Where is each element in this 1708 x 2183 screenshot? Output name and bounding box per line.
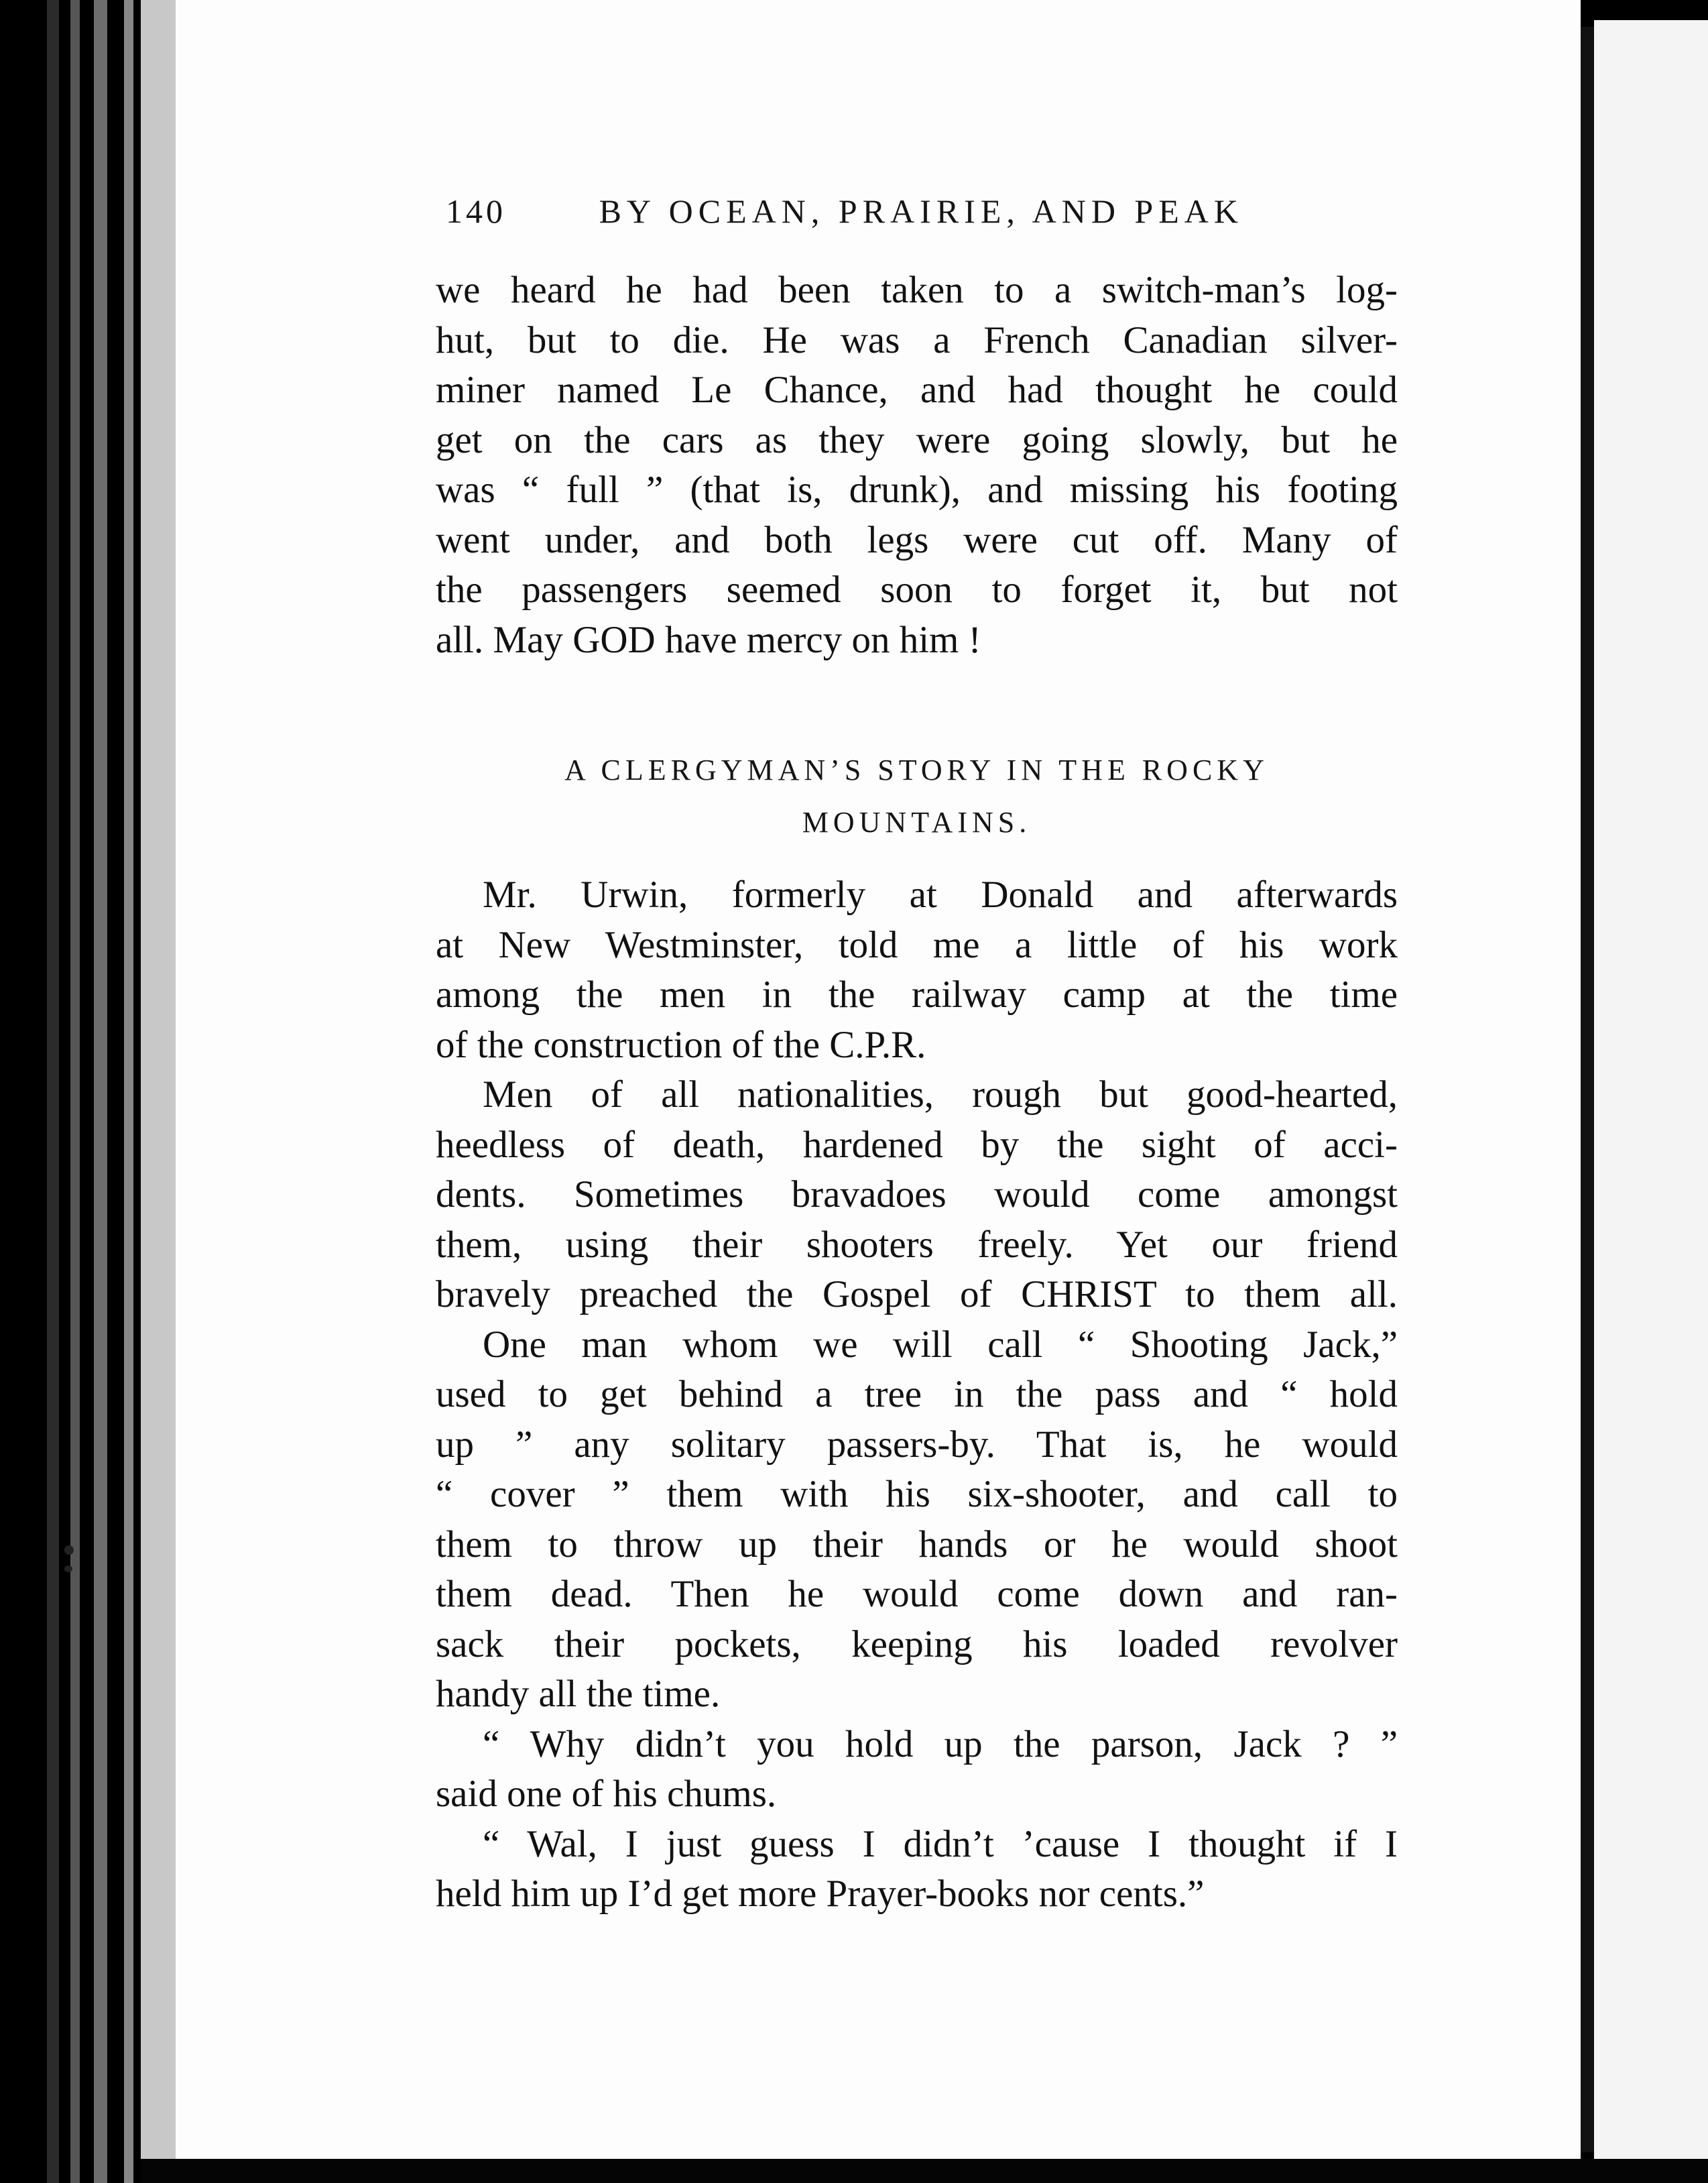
text-line: among the men in the railway camp at the time [436, 973, 1398, 1016]
text-line: went under, and both legs were cut off. Many of [436, 518, 1398, 561]
text-line: used to get behind a tree in the pass and “ hold [436, 1373, 1398, 1415]
text-line: sack their pockets, keeping his loaded revolver [436, 1622, 1398, 1665]
book-edge-strip [94, 0, 107, 2183]
scan-speck [64, 1566, 72, 1572]
text-line: heedless of death, hardened by the sight of acci- [436, 1123, 1398, 1166]
text-line: was “ full ” (that is, drunk), and missing his footing [436, 469, 1398, 511]
text-line: Mr. Urwin, formerly at Donald and afterwards [483, 874, 1398, 916]
text-line: held him up I’d get more Prayer-books nor cents.” [436, 1873, 1205, 1915]
text-line: “ Wal, I just guess I didn’t ’cause I thought if I [483, 1822, 1398, 1865]
story-body [436, 870, 1398, 1920]
text-line: get on the cars as they were going slowly, but he [436, 418, 1398, 461]
text-line: handy all the time. [436, 1673, 721, 1715]
text-line: up ” any solitary passers-by. That is, he would [436, 1423, 1398, 1466]
section-heading-line: MOUNTAINS. [802, 806, 1032, 839]
section-heading [436, 744, 1398, 849]
page-stack-edge [141, 0, 180, 2183]
text-line: One man whom we will call “ Shooting Jack,” [483, 1323, 1398, 1366]
running-title: BY OCEAN, PRAIRIE, AND PEAK [599, 192, 1243, 230]
top-paragraph [436, 266, 1398, 665]
running-head [446, 188, 1243, 235]
text-line: dents. Sometimes bravadoes would come amongst [436, 1173, 1398, 1216]
text-line: bravely preached the Gospel of CHRIST to them all. [436, 1273, 1398, 1315]
section-heading-line: A CLERGYMAN’S STORY IN THE ROCKY [564, 754, 1269, 786]
book-edge-strip [124, 0, 133, 2183]
book-gutter [1581, 27, 1594, 2152]
text-line: we heard he had been taken to a switch-man’s log- [436, 269, 1398, 311]
facing-page-edge [1594, 20, 1708, 2159]
page-number: 140 [446, 192, 506, 230]
text-line: the passengers seemed soon to forget it, but not [436, 569, 1398, 611]
book-edge-strip [47, 0, 59, 2183]
book-edge-strip [70, 0, 80, 2183]
text-line: miner named Le Chance, and had thought he could [436, 369, 1398, 411]
text-line: at New Westminster, told me a little of his work [436, 923, 1398, 966]
text-line: hut, but to die. He was a French Canadian silver- [436, 318, 1398, 361]
text-line: Men of all nationalities, rough but good-hearted, [483, 1073, 1398, 1116]
text-line: them, using their shooters freely. Yet our friend [436, 1223, 1398, 1266]
text-line: said one of his chums. [436, 1773, 777, 1815]
text-line: them dead. Then he would come down and ran- [436, 1573, 1398, 1615]
text-line: all. May GOD have mercy on him ! [436, 618, 981, 661]
text-line: “ cover ” them with his six-shooter, and call to [436, 1473, 1398, 1515]
scan-bottom-border [141, 2159, 1708, 2183]
text-line: them to throw up their hands or he would shoot [436, 1523, 1398, 1566]
text-line: “ Why didn’t you hold up the parson, Jack ? ” [483, 1722, 1398, 1765]
text-line: of the construction of the C.P.R. [436, 1023, 926, 1066]
scan-speck [64, 1545, 74, 1555]
